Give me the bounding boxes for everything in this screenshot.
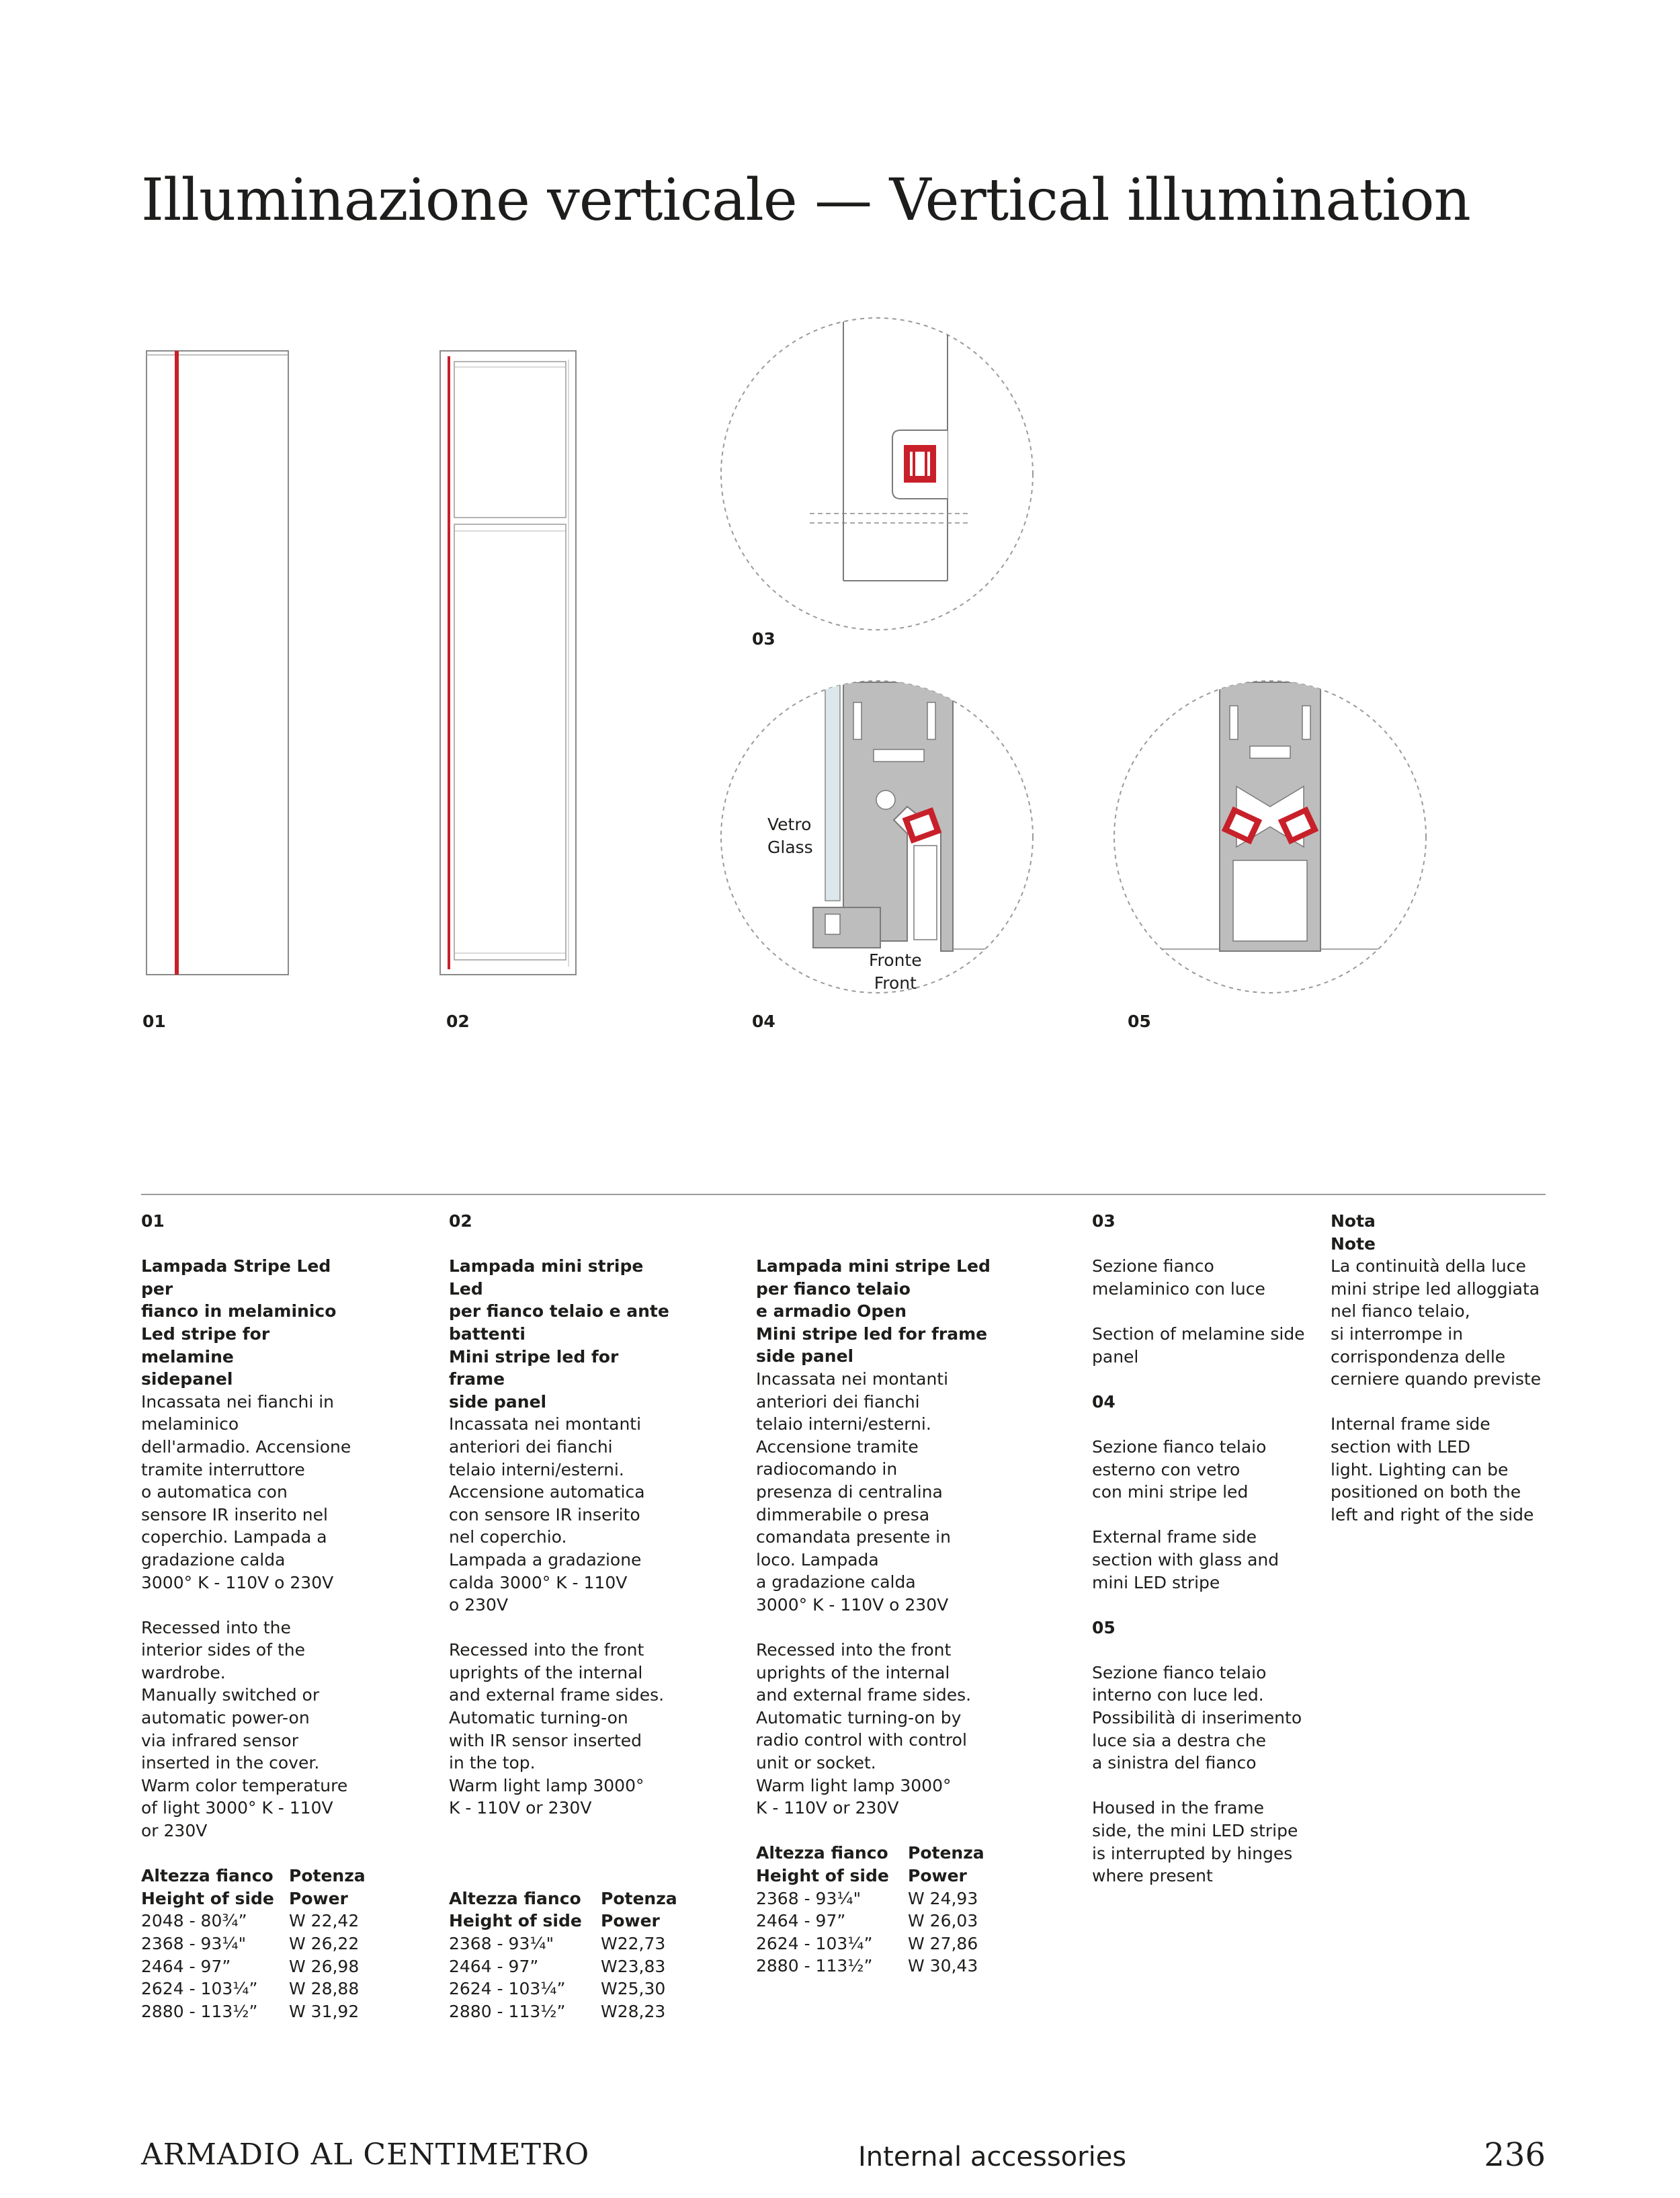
note-column: Nota Note La continuità della luce mini stripe led alloggiata nel fianco telaio, si interrompe in corrispondenza delle cerniere quando previste Internal frame side section with LED light. Lighting can be positioned on both the left and right of the side	[1331, 1211, 1542, 1524]
footer-section: Internal accessories	[858, 2142, 1127, 2172]
led-stripe	[175, 351, 179, 975]
detail-05-drawing	[1109, 681, 1431, 993]
description-column-open: Lampada mini stripe Led per fianco telaio e armadio Open Mini stripe led for frame side panel Incassata nei montanti anteriori dei fianchi telaio interni/esterni. Accensione tramite radiocomando in presenza di centralina dimmerabile o presa comandata presente in loco. Lampada a gradazione calda 3000° K - 110V o 230V Recessed into the front uprights of the internal and external frame sides. Automatic turning-on by radio control with control unit or socket. Warm light lamp 3000° K - 110V or 230V Altezza fianco Potenza Height of side Power 2368 - 93¼" W 24,93 2464 - 97” W 26,03 2624 - 103¼” W 27,86 2880 - 113½” W 30,43	[756, 1255, 998, 1978]
figure-label-01: 01	[142, 1012, 166, 1031]
section-notes-column: 03 Sezione fianco melaminico con luce Section of melamine side panel 04 Sezione fianco telaio esterno con vetro con mini stripe led External frame side section with glass and mini LED stripe 05 Sezione fianco telaio interno con luce led. Possibilità di inserimento luce sia a destra che a sinistra del fianco Housed in the frame side, the mini LED stripe is interrupted by hinges where present	[1092, 1211, 1305, 1886]
spec-table-02: Altezza fianco Potenza Height of side Power 2368 - 93¼" W22,73 2464 - 97” W23,83 2624 - 103¼” W25,30 2880 - 113½” W28,23	[449, 1888, 677, 2021]
footer-brand: ARMADIO AL CENTIMETRO	[141, 2138, 590, 2172]
figure-label-05: 05	[1128, 1012, 1151, 1031]
figure-label-02: 02	[446, 1012, 470, 1031]
panel-02-drawing	[440, 351, 576, 975]
panel-01-drawing	[146, 351, 288, 975]
description-column-02: 02 Lampada mini stripe Led per fianco telaio e ante battenti Mini stripe led for frame side panel Incassata nei montanti anteriori dei fianchi telaio interni/esterni. Accensione automatica con sensore IR inserito nel coperchio. Lampada a gradazione calda 3000° K - 110V o 230V Recessed into the front uprights of the internal and external frame sides. Automatic turning-on with IR sensor inserted in the top. Warm light lamp 3000° K - 110V or 230V Altezza fianco Potenza Height of side Power 2368 - 93¼" W22,73 2464 - 97” W23,83 2624 - 103¼” W25,30 2880 - 113½” W28,23	[449, 1210, 677, 2023]
description-column-01: 01 Lampada Stripe Led per fianco in melaminico Led stripe for melamine sidepanel Incassata nei fianchi in melaminico dell'armadio. Accensione tramite interruttore o automatica con sensore IR inserito nel coperchio. Lampada a gradazione calda 3000° K - 110V o 230V Recessed into the interior sides of the wardrobe. Manually switched or automatic power-on via infrared sensor inserted in the cover. Warm color temperature of light 3000° K - 110V or 230V Altezza fianco Potenza Height of side Power 2048 - 80¾” W 22,42 2368 - 93¼" W 26,22 2464 - 97” W 26,98 2624 - 103¼” W 28,88 2880 - 113½” W 31,92	[141, 1210, 356, 2023]
spec-table-01: Altezza fianco Potenza Height of side Power 2048 - 80¾” W 22,42 2368 - 93¼" W 26,22 2464 - 97” W 26,98 2624 - 103¼” W 28,88 2880 - 113½” W 31,92	[141, 1866, 366, 2021]
technical-drawings	[0, 0, 1680, 1049]
figure-label-04: 04	[752, 1012, 775, 1031]
spec-table-open: Altezza fianco Potenza Height of side Power 2368 - 93¼" W 24,93 2464 - 97” W 26,03 2624 - 103¼” W 27,86 2880 - 113½” W 30,43	[756, 1843, 984, 1976]
page-number: 236	[1484, 2136, 1546, 2174]
detail-03-drawing	[721, 316, 1033, 630]
front-label: Fronte Front	[869, 950, 922, 993]
glass-label: Vetro Glass	[767, 815, 813, 857]
section-divider	[141, 1194, 1546, 1195]
figure-label-03: 03	[752, 629, 775, 649]
page-title: Illuminazione verticale — Vertical illumination	[141, 166, 1470, 234]
glass-pane	[825, 679, 840, 901]
